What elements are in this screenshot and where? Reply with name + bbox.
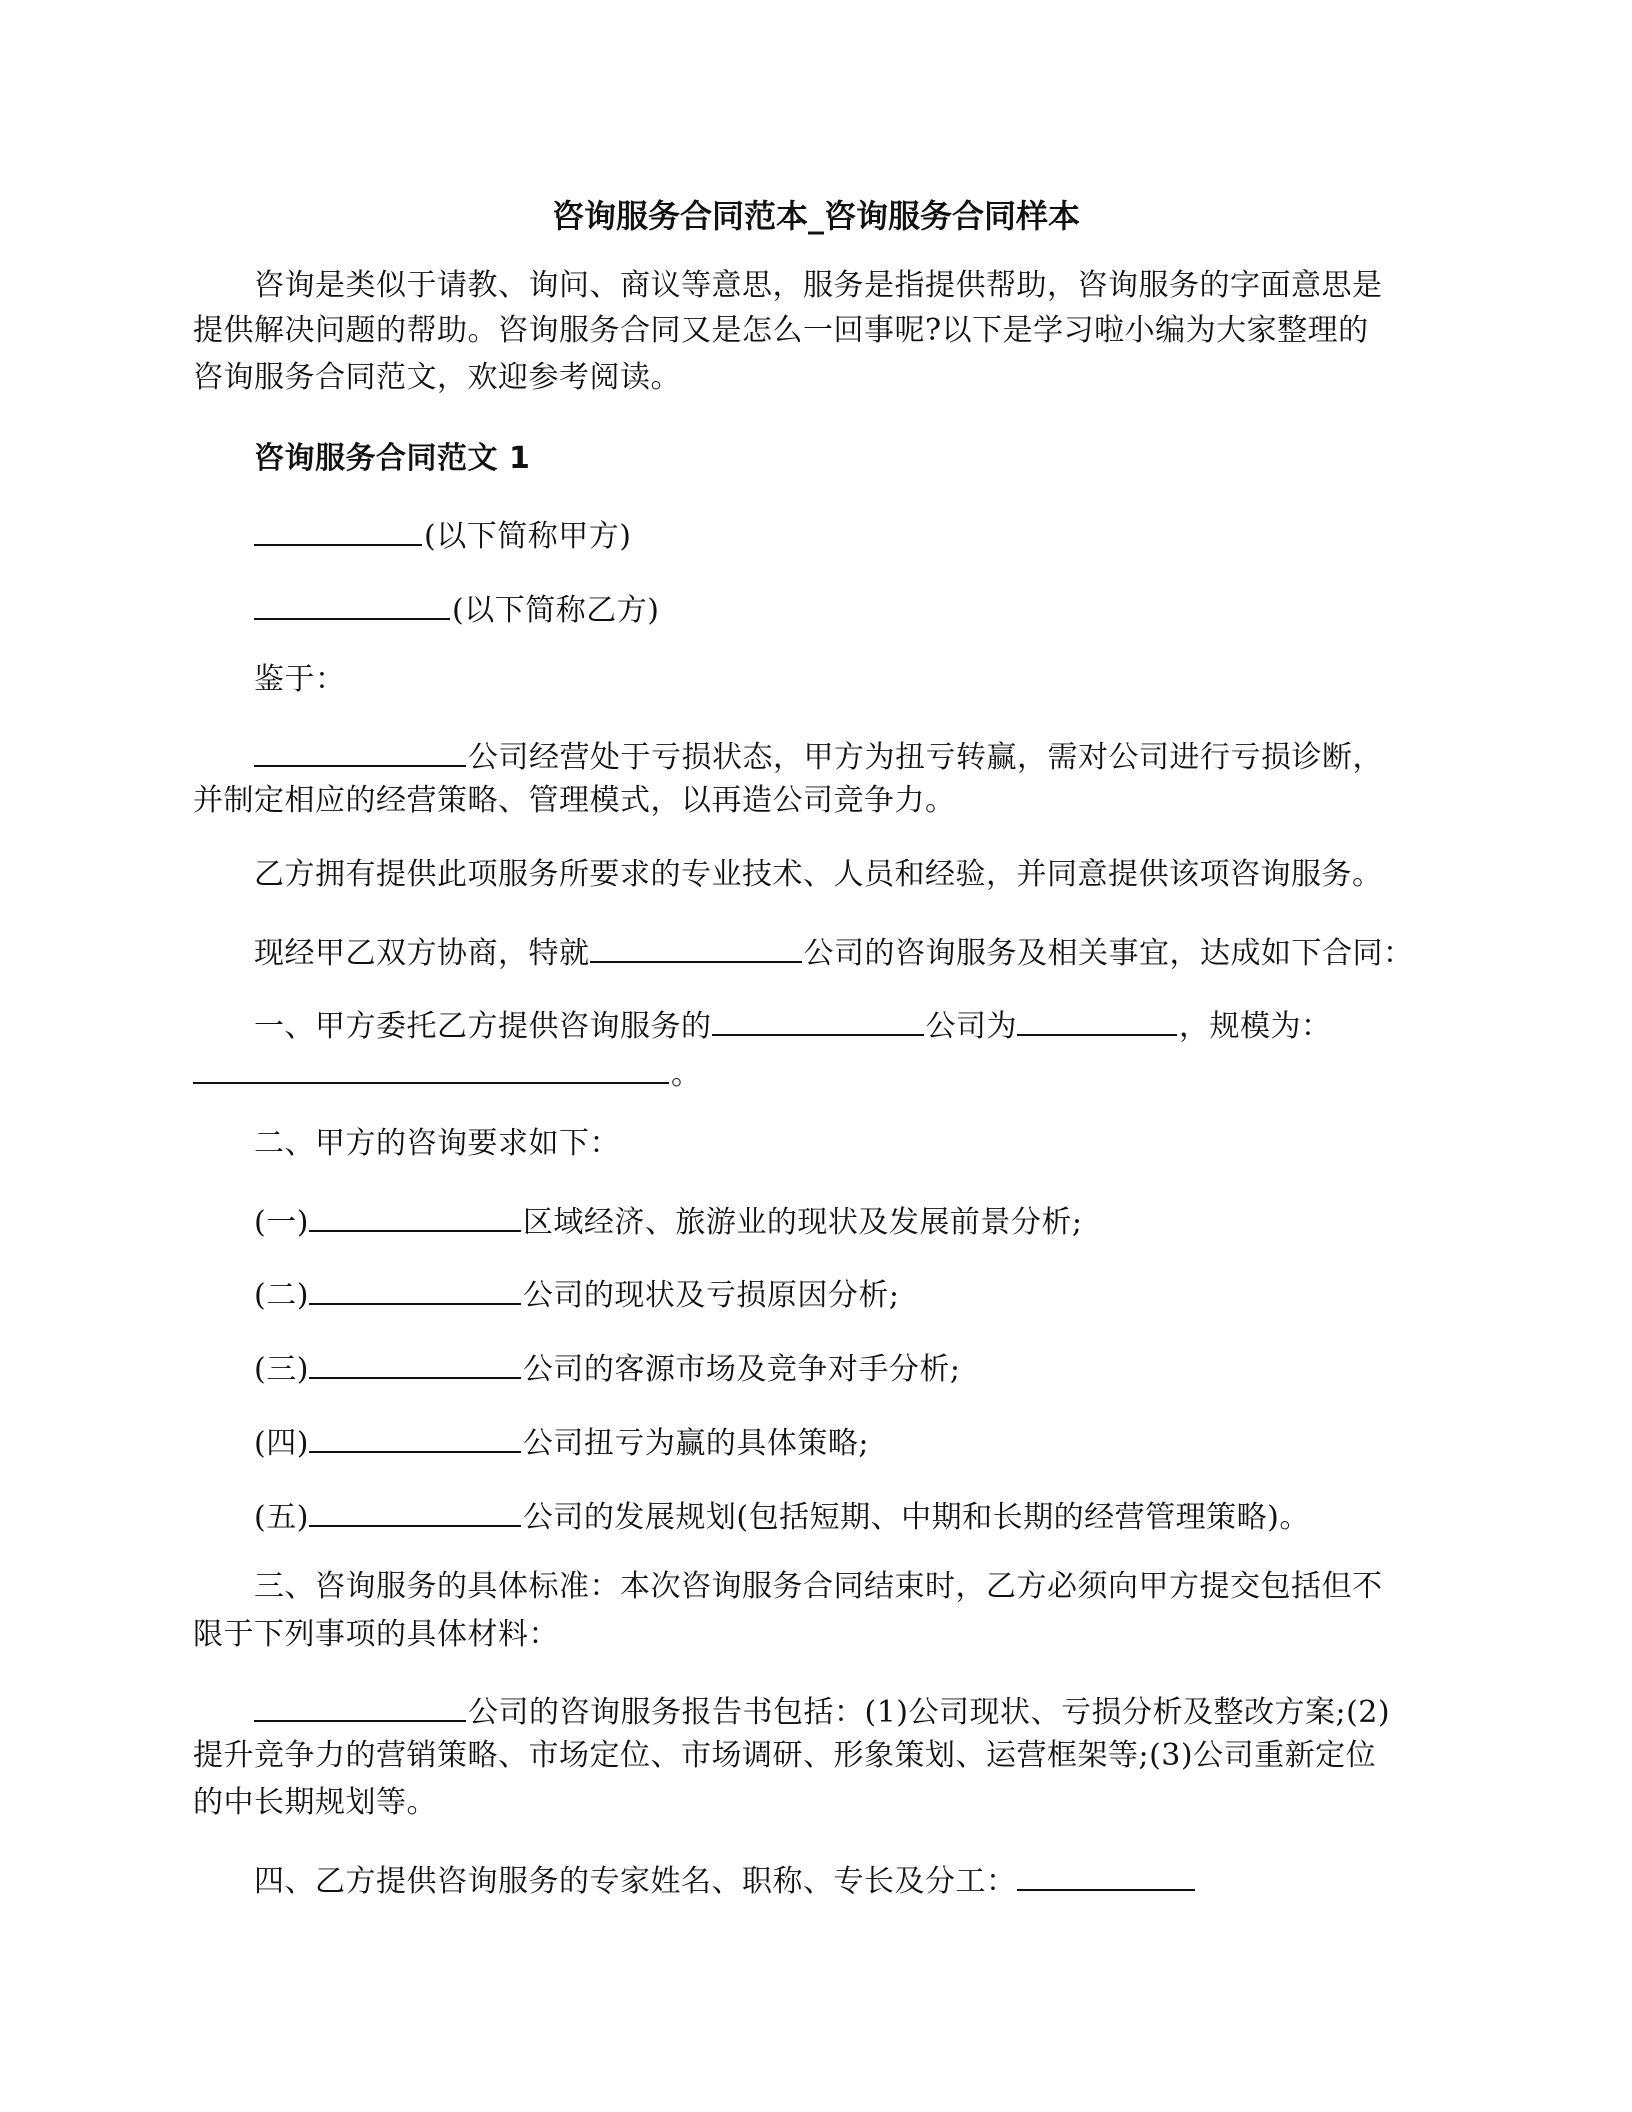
- item-number: (一): [254, 1205, 309, 1240]
- clause-2-heading: 二、甲方的咨询要求如下：: [254, 1126, 620, 1161]
- agree-line: [254, 931, 1414, 972]
- document-title: 咨询服务合同范本_咨询服务合同样本: [551, 197, 1080, 235]
- whereas-p1-line-2: 并制定相应的经营策略、管理模式，以再造公司竞争力。: [193, 783, 956, 818]
- clause-4-text: 四、乙方提供咨询服务的专家姓名、职称、专长及分工：: [254, 1864, 1017, 1899]
- party-b-label: (以下简称乙方): [452, 593, 660, 628]
- blank-field: [254, 735, 466, 767]
- clause-1-line-1: [254, 1004, 1332, 1045]
- clause-2-item: [254, 1347, 961, 1388]
- intro-line-2: 提供解决问题的帮助。咨询服务合同又是怎么一回事呢?以下是学习啦小编为大家整理的: [193, 313, 1369, 348]
- blank-field: [193, 1052, 669, 1084]
- party-b-line: [254, 588, 659, 629]
- party-a-line: [254, 514, 631, 555]
- item-text: 公司的发展规划(包括短期、中期和长期的经营管理策略)。: [522, 1500, 1310, 1535]
- blank-field: [254, 1690, 466, 1722]
- blank-field: [254, 588, 450, 620]
- whereas-p2: 乙方拥有提供此项服务所要求的专业技术、人员和经验，并同意提供该项咨询服务。: [254, 857, 1383, 892]
- blank-field: [309, 1495, 521, 1527]
- item-text: 公司的客源市场及竞争对手分析;: [522, 1352, 961, 1387]
- blank-field: [309, 1347, 521, 1379]
- report-line-1: [254, 1690, 1390, 1731]
- clause-3-line-1: 三、咨询服务的具体标准：本次咨询服务合同结束时，乙方必须向甲方提交包括但不: [254, 1569, 1383, 1604]
- blank-field: [309, 1273, 521, 1305]
- clause-2-item: [254, 1273, 900, 1314]
- clause-2-item: [254, 1421, 869, 1462]
- agree-after: 公司的咨询服务及相关事宜，达成如下合同：: [803, 936, 1414, 971]
- blank-field: [1017, 1859, 1195, 1891]
- whereas-p1-line-1: [254, 735, 1383, 776]
- item-number: (四): [254, 1426, 309, 1461]
- item-number: (二): [254, 1278, 309, 1313]
- clause-2-item: [254, 1200, 1083, 1241]
- item-text: 公司的现状及亏损原因分析;: [522, 1278, 900, 1313]
- blank-field: [590, 931, 802, 963]
- clause-1-line-2: [193, 1052, 702, 1093]
- agree-before: 现经甲乙双方协商，特就: [254, 936, 590, 971]
- whereas-label: 鉴于：: [254, 662, 346, 697]
- blank-field: [712, 1004, 924, 1036]
- item-text: 区域经济、旅游业的现状及发展前景分析;: [522, 1205, 1083, 1240]
- report-line-2: 提升竞争力的营销策略、市场定位、市场调研、形象策划、运营框架等;(3)公司重新定位: [193, 1738, 1377, 1773]
- clause-2-item: [254, 1495, 1310, 1536]
- report-text-1: 公司的咨询服务报告书包括：(1)公司现状、亏损分析及整改方案;(2): [468, 1695, 1391, 1730]
- item-text: 公司扭亏为赢的具体策略;: [522, 1426, 870, 1461]
- whereas-p1-text-1: 公司经营处于亏损状态，甲方为扭亏转赢，需对公司进行亏损诊断，: [468, 740, 1383, 775]
- clause-4-line: [254, 1859, 1197, 1900]
- item-number: (三): [254, 1352, 309, 1387]
- blank-field: [254, 514, 422, 546]
- report-line-3: 的中长期规划等。: [193, 1785, 437, 1820]
- blank-field: [309, 1200, 521, 1232]
- item-number: (五): [254, 1500, 309, 1535]
- clause-1-part-b: 公司为: [925, 1009, 1017, 1044]
- clause-1-part-c: ，规模为：: [1179, 1009, 1332, 1044]
- section-heading: 咨询服务合同范文 1: [254, 441, 531, 476]
- clause-1-part-a: 一、甲方委托乙方提供咨询服务的: [254, 1009, 712, 1044]
- clause-3-line-2: 限于下列事项的具体材料：: [193, 1617, 559, 1652]
- intro-line-1: 咨询是类似于请教、询问、商议等意思，服务是指提供帮助，咨询服务的字面意思是: [254, 268, 1383, 303]
- clause-1-end: 。: [671, 1057, 702, 1092]
- party-a-label: (以下简称甲方): [424, 519, 632, 554]
- blank-field: [1017, 1004, 1177, 1036]
- blank-field: [309, 1421, 521, 1453]
- intro-line-3: 咨询服务合同范文，欢迎参考阅读。: [193, 360, 681, 395]
